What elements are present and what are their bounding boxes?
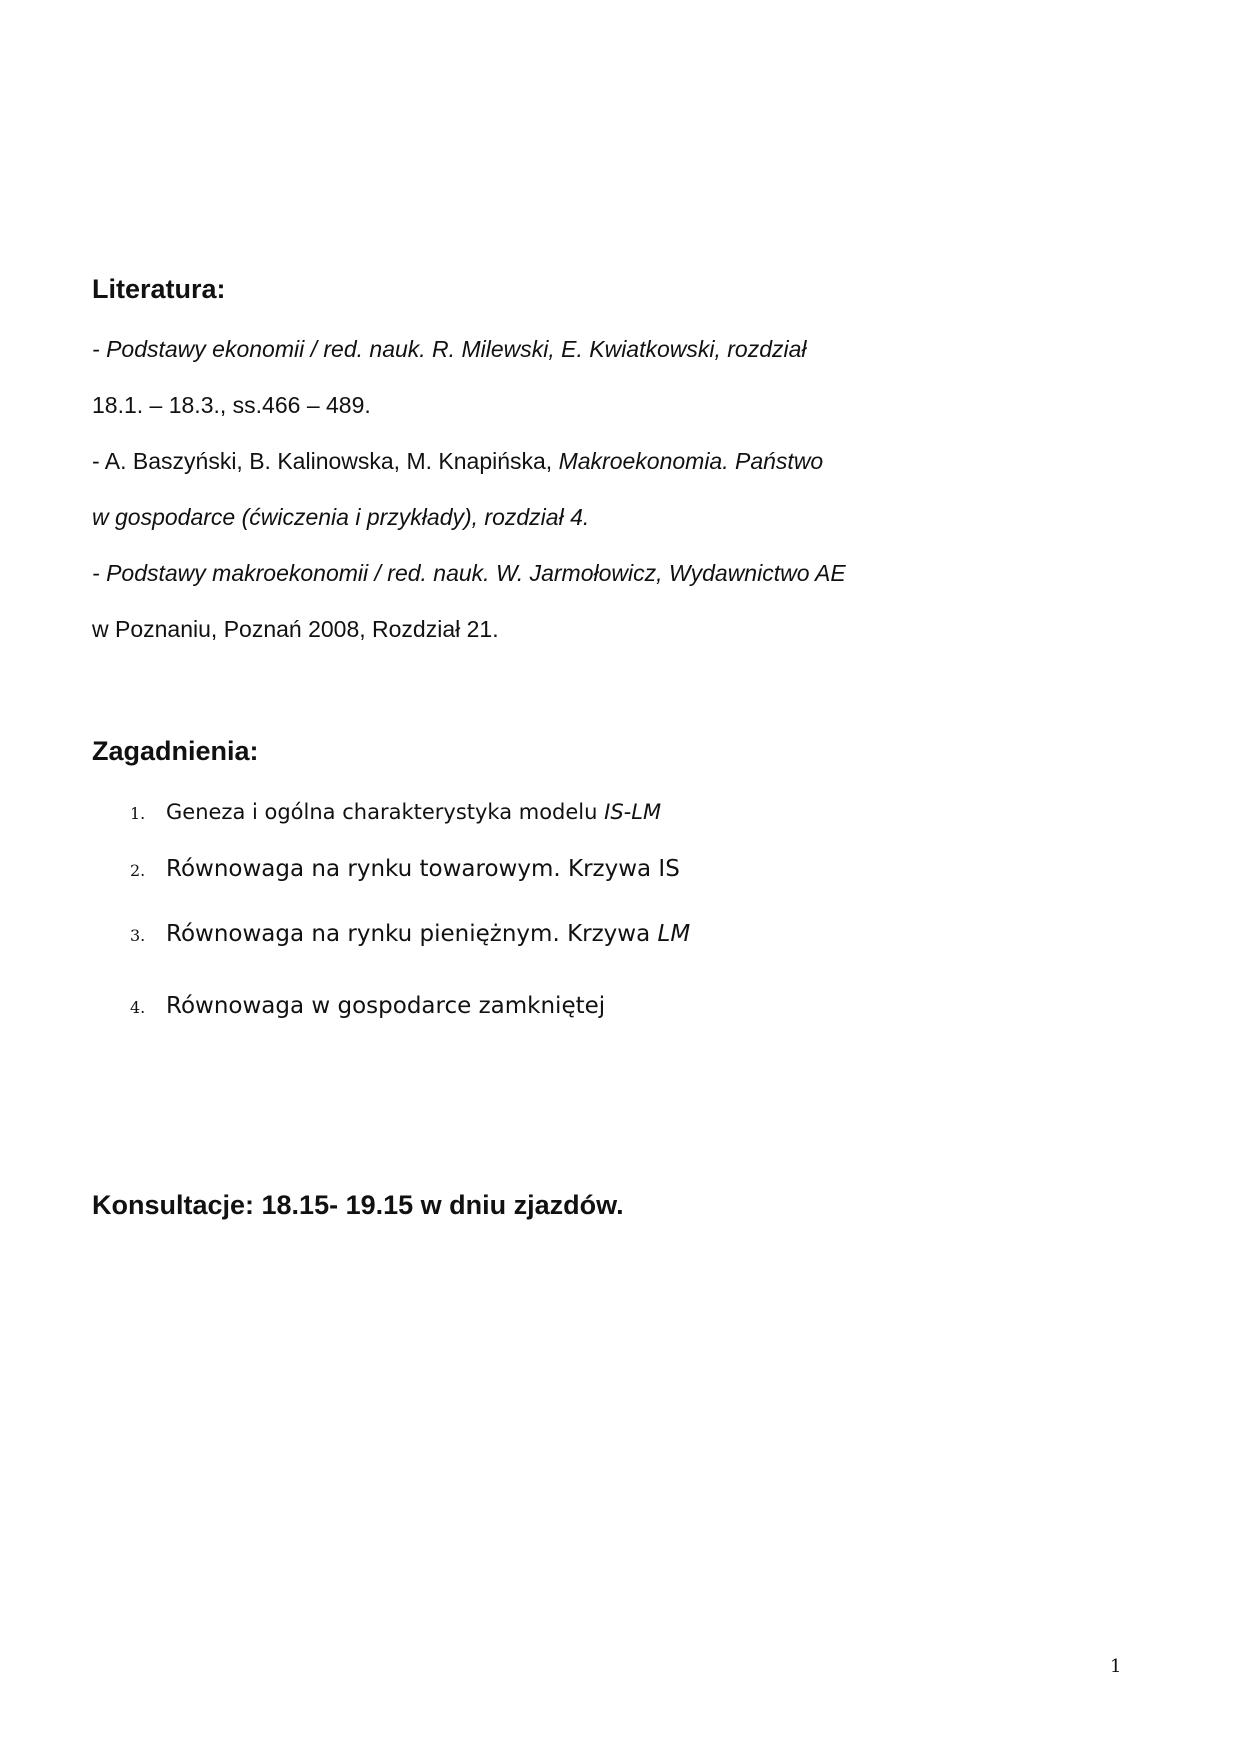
topic-number: 1. (130, 804, 146, 823)
literature-entry-2-line-1 (92, 448, 823, 475)
topic-text: Geneza i ogólna charakterystyka modelu (166, 800, 605, 824)
literature-entry-3-prefix: - (92, 560, 107, 586)
literature-entry-1-line-1 (92, 336, 807, 363)
literature-entry-1-line-2: 18.1. – 18.3., ss.466 – 489. (92, 392, 371, 418)
topic-text-italic: LM (657, 921, 691, 947)
topic-text: Równowaga na rynku pieniężnym. Krzywa (166, 921, 658, 947)
topic-item-2 (130, 856, 680, 882)
topic-number: 2. (130, 861, 146, 880)
topic-text: Równowaga na rynku towarowym. Krzywa IS (166, 856, 680, 882)
literature-entry-1-prefix: - (92, 336, 107, 362)
topic-item-1 (130, 800, 661, 824)
literature-entry-2-authors: - A. Baszyński, B. Kalinowska, M. Knapińska, (92, 448, 559, 474)
topic-text: Równowaga w gospodarce zamkniętej (166, 993, 606, 1019)
literature-entry-2-title: Makroekonomia. Państwo (558, 448, 824, 474)
literature-heading: Literatura: (92, 274, 226, 304)
topic-text-italic: IS-LM (604, 800, 662, 824)
literature-entry-3-line-2: w Poznaniu, Poznań 2008, Rozdział 21. (92, 616, 499, 642)
literature-entry-3-title: Podstawy makroekonomii / red. nauk. W. Jarmołowicz, Wydawnictwo AE (106, 560, 846, 586)
topic-item-4 (130, 993, 605, 1019)
consultations-text: Konsultacje: 18.15- 19.15 w dniu zjazdów. (92, 1190, 624, 1220)
topic-number: 4. (130, 998, 146, 1017)
literature-entry-3-line-1 (92, 560, 846, 587)
literature-entry-1-title: Podstawy ekonomii / red. nauk. R. Milewski, E. Kwiatkowski, rozdział (106, 336, 807, 362)
topic-item-3 (130, 921, 690, 947)
page-number: 1 (1110, 1656, 1122, 1677)
topics-heading: Zagadnienia: (92, 736, 259, 766)
literature-entry-2-line-2: w gospodarce (ćwiczenia i przykłady), rozdział 4. (92, 504, 590, 530)
topic-number: 3. (130, 926, 146, 945)
